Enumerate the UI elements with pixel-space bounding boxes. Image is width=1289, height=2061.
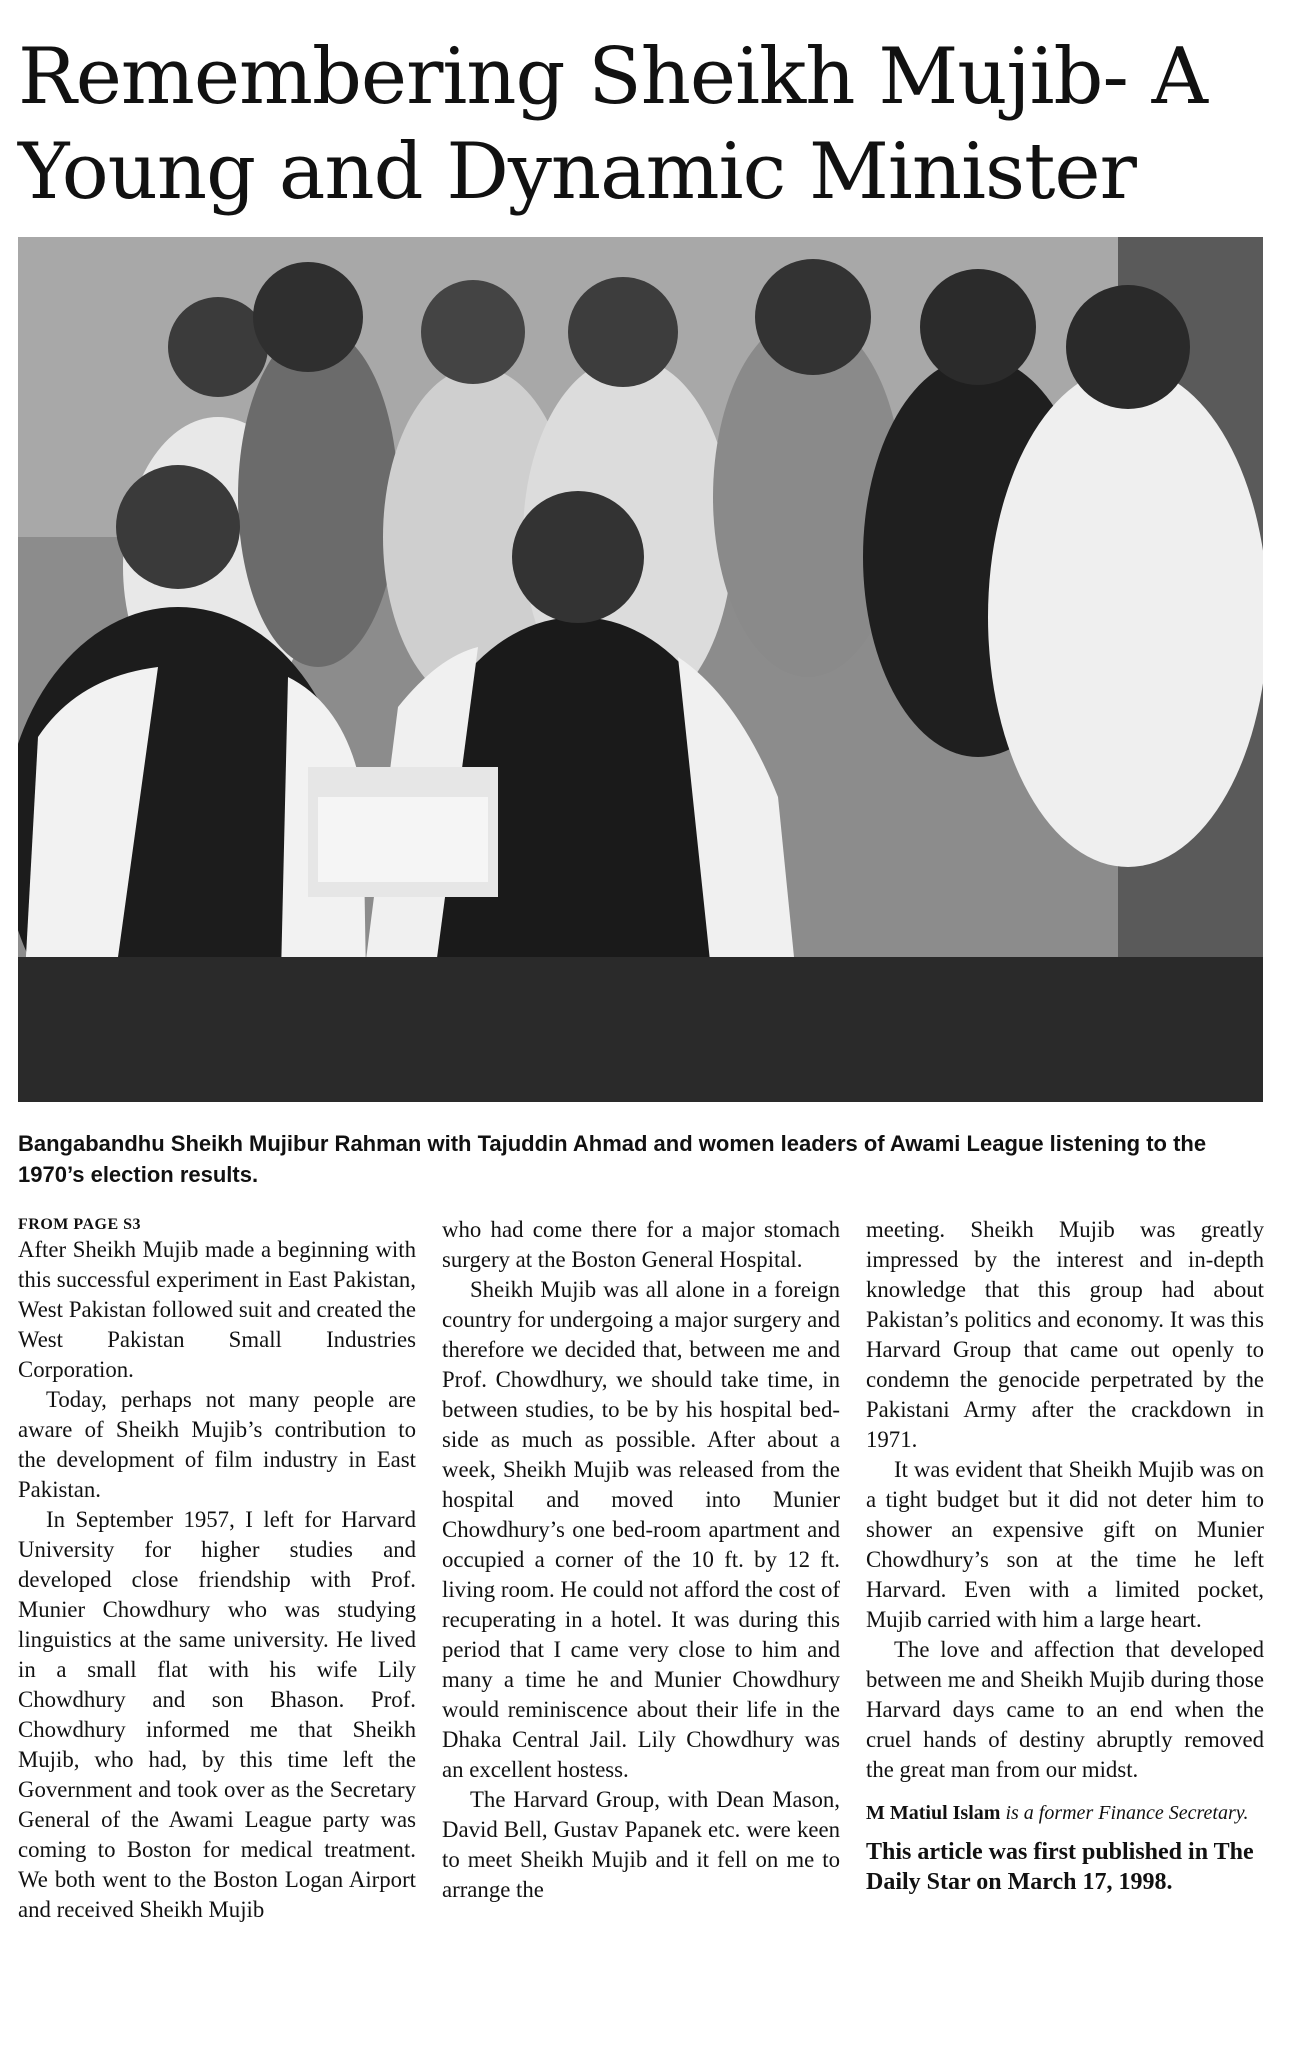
photo-illustration <box>18 237 1263 1102</box>
archival-photo <box>18 237 1263 1102</box>
photo-caption: Bangabandhu Sheikh Mujibur Rahman with Tajuddin Ahmad and women leaders of Awami League listening to the 1970’s election results. <box>18 1131 1207 1187</box>
article-column-2 <box>442 1215 840 1905</box>
author-byline <box>866 1799 1264 1827</box>
article-paragraph: The Harvard Group, with Dean Mason, David Bell, Gustav Papanek etc. were keen to meet Sheikh Mujib and it fell on me to arrange the <box>442 1787 840 1902</box>
article-column-3 <box>866 1215 1264 1897</box>
article-paragraph: Sheikh Mujib was all alone in a foreign country for undergoing a major surgery and therefore we decided that, between me and Prof. Chowdhury, we should take time, in between studies, to be by his hospital bed-side as much as possible. After about a week, Sheikh Mujib was released from the hospital and moved into Munier Chowdhury’s one bed-room apartment and occupied a corner of the 10 ft. by 12 ft. living room. He could not afford the cost of recuperating in a hotel. It was during this period that I came very close to him and many a time he and Munier Chowdhury would reminiscence about their life in the Dhaka Central Jail. Lily Chowdhury was an excellent hostess. <box>442 1277 840 1782</box>
article-paragraph: Today, perhaps not many people are aware of Sheikh Mujib’s contribution to the development of film industry in East Pakistan. <box>18 1387 416 1502</box>
article-paragraph: It was evident that Sheikh Mujib was on a tight budget but it did not deter him to shower an expensive gift on Munier Chowdhury’s son at the time he left Harvard. Even with a limited pocket, Mujib carried with him a large heart. <box>866 1457 1264 1632</box>
article-paragraph: The love and affection that developed between me and Sheikh Mujib during those Harvard days came to an end when the cruel hands of destiny abruptly removed the great man from our midst. <box>866 1637 1264 1782</box>
author-name: M Matiul Islam <box>866 1802 1001 1824</box>
article-paragraph: who had come there for a major stomach surgery at the Boston General Hospital. <box>442 1217 840 1272</box>
headline: Remembering Sheikh Mujib- A Young and Dynamic Minister <box>18 32 1207 217</box>
author-bio: is a former Finance Secretary. <box>1005 1802 1249 1824</box>
publication-note: This article was first published in The Daily Star on March 17, 1998. <box>866 1839 1254 1895</box>
article-column-1 <box>18 1215 416 1925</box>
article-paragraph: In September 1957, I left for Harvard University for higher studies and developed close friendship with Prof. Munier Chowdhury who was studying linguistics at the same university. He lived in a small flat with his wife Lily Chowdhury and son Bhason. Prof. Chowdhury informed me that Sheikh Mujib, who had, by this time left the Government and took over as the Secretary General of the Awami League party was coming to Boston for medical treatment. We both went to the Boston Logan Airport and received Sheikh Mujib <box>18 1507 416 1922</box>
article-paragraph: After Sheikh Mujib made a beginning with this successful experiment in East Pakistan, West Pakistan followed suit and created the West Pakistan Small Industries Corporation. <box>18 1237 416 1382</box>
article-paragraph: meeting. Sheikh Mujib was greatly impressed by the interest and in-depth knowledge that this group had about Pakistan’s politics and economy. It was this Harvard Group that came out openly to condemn the genocide perpetrated by the Pakistani Army after the crackdown in 1971. <box>866 1217 1264 1452</box>
continuation-kicker: FROM PAGE S3 <box>18 1216 142 1233</box>
